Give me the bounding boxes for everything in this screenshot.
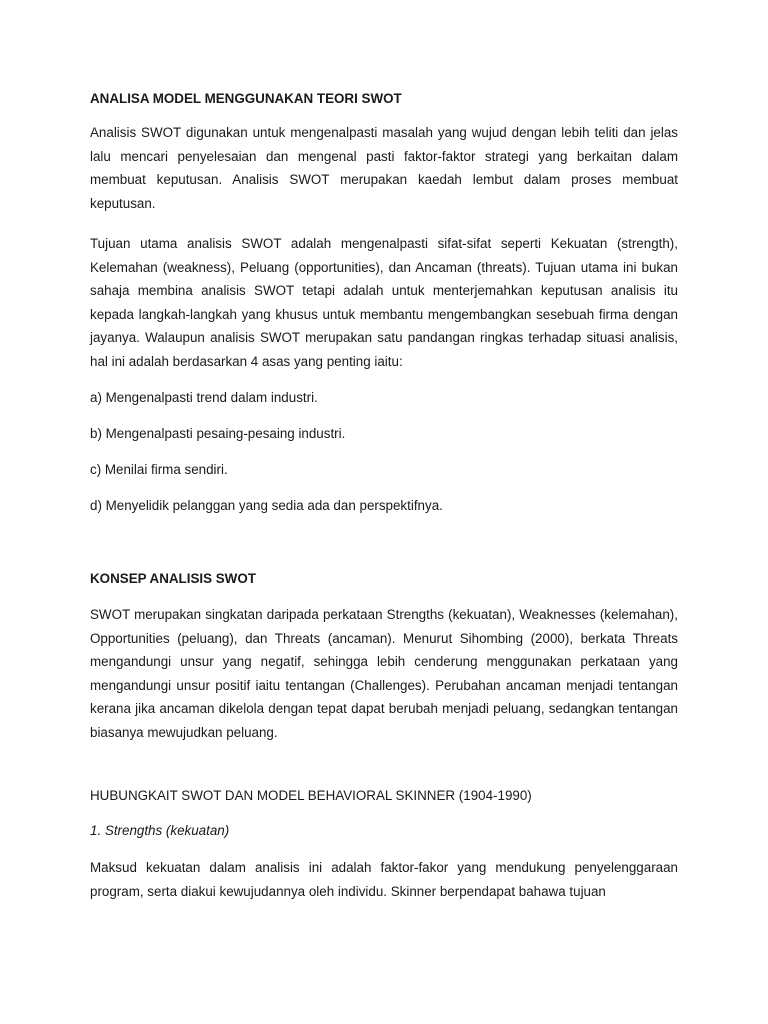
paragraph-tujuan: Tujuan utama analisis SWOT adalah mengenalpasti sifat-sifat seperti Kekuatan (strength), Kelemahan (weakness), Peluang (opportunities), dan Ancaman (threats). Tujuan utama ini bukan sahaja membina analisis SWOT tetapi adalah untuk menterjemahkan keputusan analisis itu kepada langkah-langkah yang khusus untuk membantu mengembangkan sesebuah firma dengan jayanya. Walaupun analisis SWOT merupakan satu pandangan ringkas terhadap situasi analisis, hal ini adalah berdasarkan 4 asas yang penting iaitu: [90,236,678,369]
section-title-analisa: ANALISA MODEL MENGGUNAKAN TEORI SWOT [90,91,402,106]
section-title-hubungkait: HUBUNGKAIT SWOT DAN MODEL BEHAVIORAL SKINNER (1904-1990) [90,788,532,803]
subsection-title-strengths: 1. Strengths (kekuatan) [90,823,230,838]
section-title-konsep: KONSEP ANALISIS SWOT [90,571,256,586]
list-item-a: a) Mengenalpasti trend dalam industri. [90,390,318,405]
paragraph-intro: Analisis SWOT digunakan untuk mengenalpasti masalah yang wujud dengan lebih teliti dan jelas lalu mencari penyelesaian dan mengenal pasti faktor-faktor strategi yang berkaitan dalam membuat keputusan. Analisis SWOT merupakan kaedah lembut dalam proses membuat keputusan. [90,125,678,211]
paragraph-strengths: Maksud kekuatan dalam analisis ini adalah faktor-fakor yang mendukung penyelenggaraan program, serta diakui kewujudannya oleh individu. Skinner berpendapat bahawa tujuan [90,860,678,899]
paragraph-konsep: SWOT merupakan singkatan daripada perkataan Strengths (kekuatan), Weaknesses (kelemahan), Opportunities (peluang), dan Threats (ancaman). Menurut Sihombing (2000), berkata Threats mengandungi unsur yang negatif, sehingga lebih cenderung menggunakan perkataan yang mengandungi unsur positif iaitu tentangan (Challenges). Perubahan ancaman menjadi tentangan kerana jika ancaman dikelola dengan tepat dapat berubah menjadi peluang, sedangkan tentangan biasanya mewujudkan peluang. [90,607,678,740]
list-item-d: d) Menyelidik pelanggan yang sedia ada dan perspektifnya. [90,498,443,513]
list-item-b: b) Mengenalpasti pesaing-pesaing industri. [90,426,346,441]
list-item-c: c) Menilai firma sendiri. [90,462,228,477]
